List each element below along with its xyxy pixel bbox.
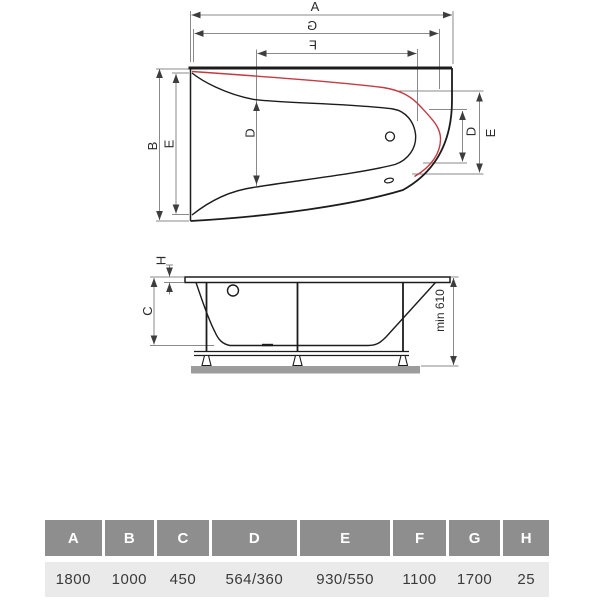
table-header-G: G: [449, 520, 501, 556]
table-header-B: B: [105, 520, 155, 556]
dim-B-label: B: [145, 141, 160, 151]
tub-inner-basin: [192, 73, 416, 215]
side-view-dimension-lines: [154, 265, 454, 365]
top-view: [145, 0, 498, 221]
table-value-F: 1100: [402, 571, 437, 588]
adjustable-feet: [202, 356, 408, 366]
dim-G-label: G: [306, 18, 318, 33]
frame-legs: [207, 283, 404, 352]
tub-rim-profile: [185, 277, 450, 283]
dim-D-mid-label: D: [242, 128, 258, 138]
dim-A-label: A: [310, 0, 320, 14]
dimension-table: [45, 520, 549, 597]
tub-outline-top: [189, 67, 453, 221]
table-value-B: 1000: [111, 571, 148, 588]
table-value-D: 564/360: [225, 571, 284, 588]
frame-rail: [194, 352, 409, 356]
top-view-extension-lines: [156, 11, 484, 221]
dim-F-label: F: [309, 37, 317, 53]
dim-E-right-label: E: [483, 128, 498, 138]
table-header-row: [45, 520, 549, 556]
floor-line: [191, 366, 420, 374]
dim-E-left-label: E: [161, 139, 177, 149]
table-header-A: A: [45, 520, 102, 556]
table-header-F: F: [393, 520, 446, 556]
table-header-E: E: [300, 520, 390, 556]
table-header-H: H: [503, 520, 549, 556]
table-value-E: 930/550: [316, 571, 374, 588]
side-view-extension-lines: [150, 265, 459, 366]
tub-body-profile: [196, 283, 436, 346]
drain-hole: [386, 132, 395, 141]
dim-C-label: C: [140, 306, 155, 316]
dim-min610-label: min 610: [433, 289, 447, 332]
table-value-row: [45, 562, 549, 597]
overflow-hole-top: [384, 177, 394, 183]
top-view-labels: [145, 0, 498, 150]
table-value-C: 450: [169, 571, 197, 588]
dim-H-label: H: [153, 255, 169, 266]
table-value-A: 1800: [55, 571, 91, 588]
tub-elevation: [185, 277, 450, 366]
table-header-D: D: [212, 520, 297, 556]
table-value-G: 1700: [456, 571, 493, 588]
side-view: [140, 256, 459, 374]
dim-D-right-label: D: [463, 126, 479, 137]
table-header-C: C: [157, 520, 209, 556]
overflow-hole-side: [228, 285, 239, 296]
table-value-H: 25: [517, 571, 536, 588]
top-view-dimension-lines: [160, 15, 480, 220]
